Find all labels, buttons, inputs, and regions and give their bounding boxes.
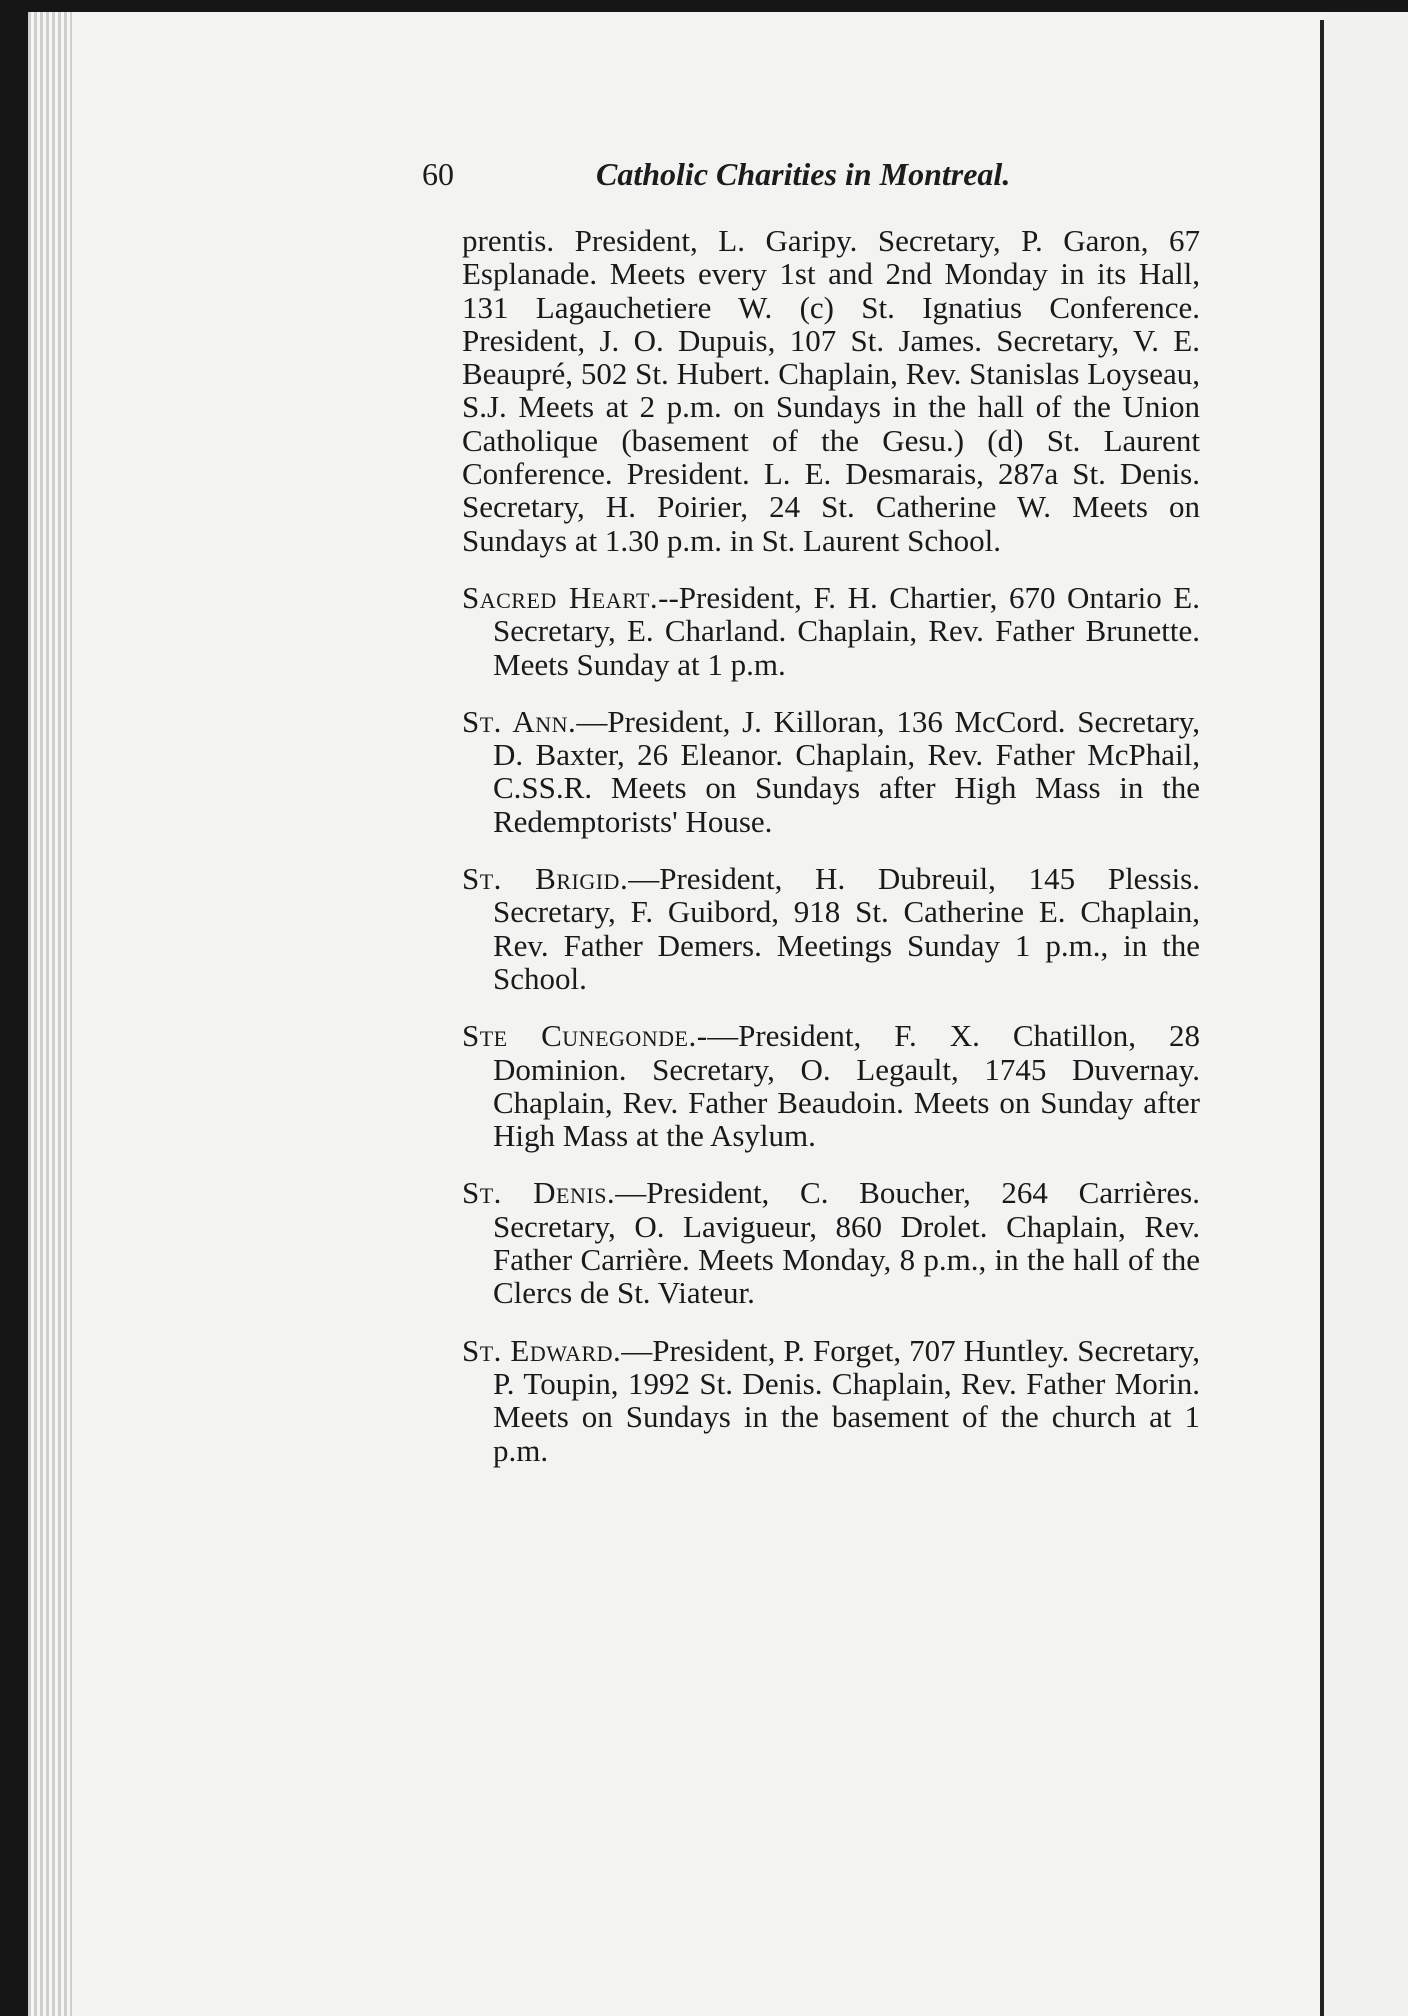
page-body [462, 224, 1200, 1491]
entry-name: St. Ann. [462, 703, 577, 739]
continued-paragraph: prentis. President, L. Garipy. Secretary, P. Garon, 67 Esplanade. Meets every 1st and 2nd Monday in its Hall, 131 Lagauchetiere W. (c) St. Ignatius Conference. President, J. O. Dupuis, 107 St. James. Secretary, V. E. Beaupré, 502 St. Hubert. Chaplain, Rev. Stanislas Loyseau, S.J. Meets at 2 p.m. on Sundays in the hall of the Union Catholique (basement of the Gesu.) (d) St. Laurent Conference. President. L. E. Desmarais, 287a St. Denis. Secretary, H. Poirier, 24 St. Catherine W. Meets on Sundays at 1.30 p.m. in St. Laurent School. [462, 223, 1200, 558]
entry-st-denis [462, 1176, 1200, 1309]
entry-st-brigid [462, 862, 1200, 995]
entry-text: —President, C. Boucher, 264 Carrières. Secretary, O. Lavigueur, 860 Drolet. Chaplain, Rev. Father Carrière. Meets Monday, 8 p.m., in the hall of the Clercs de St. Viateur. [493, 1175, 1200, 1311]
entry-ste-cunegonde [462, 1019, 1200, 1152]
entry-st-ann [462, 705, 1200, 838]
page-edge [28, 12, 72, 2016]
running-head [390, 156, 1210, 200]
entry-name: St. Brigid. [462, 861, 629, 897]
page-number: 60 [422, 156, 454, 192]
entry-text: —President, P. Forget, 707 Huntley. Secretary, P. Toupin, 1992 St. Denis. Chaplain, Rev. Father Morin. Meets on Sundays in the basement of the church at 1 p.m. [493, 1332, 1201, 1468]
entry-st-edward [462, 1334, 1200, 1467]
book-spine [1320, 20, 1324, 2016]
entry-name: Sacred Heart. [462, 579, 659, 615]
entry-name: St. Denis. [462, 1175, 616, 1211]
entry-text: —President, J. Killoran, 136 McCord. Secretary, D. Baxter, 26 Eleanor. Chaplain, Rev. Father McPhail, C.SS.R. Meets on Sundays after High Mass in the Redemptorists' House. [493, 703, 1201, 839]
entry-text: —President, H. Dubreuil, 145 Plessis. Secretary, F. Guibord, 918 St. Catherine E. Chaplain, Rev. Father Demers. Meetings Sunday 1 p.m., in the School. [493, 861, 1201, 996]
entry-sacred-heart [462, 581, 1200, 681]
entry-text: --President, F. H. Chartier, 670 Ontario E. Secretary, E. Charland. Chaplain, Rev. Father Brunette. Meets Sunday at 1 p.m. [493, 579, 1200, 682]
facing-page-strip [1324, 12, 1408, 2016]
entry-name: St. Edward. [462, 1332, 622, 1368]
entry-text: -—President, F. X. Chatillon, 28 Dominion. Secretary, O. Legault, 1745 Duvernay. Chaplain, Rev. Father Beaudoin. Meets on Sunday after High Mass at the Asylum. [493, 1018, 1201, 1154]
entry-name: Ste Cunegonde. [462, 1018, 697, 1054]
page-title: Catholic Charities in Montreal. [596, 156, 1011, 192]
